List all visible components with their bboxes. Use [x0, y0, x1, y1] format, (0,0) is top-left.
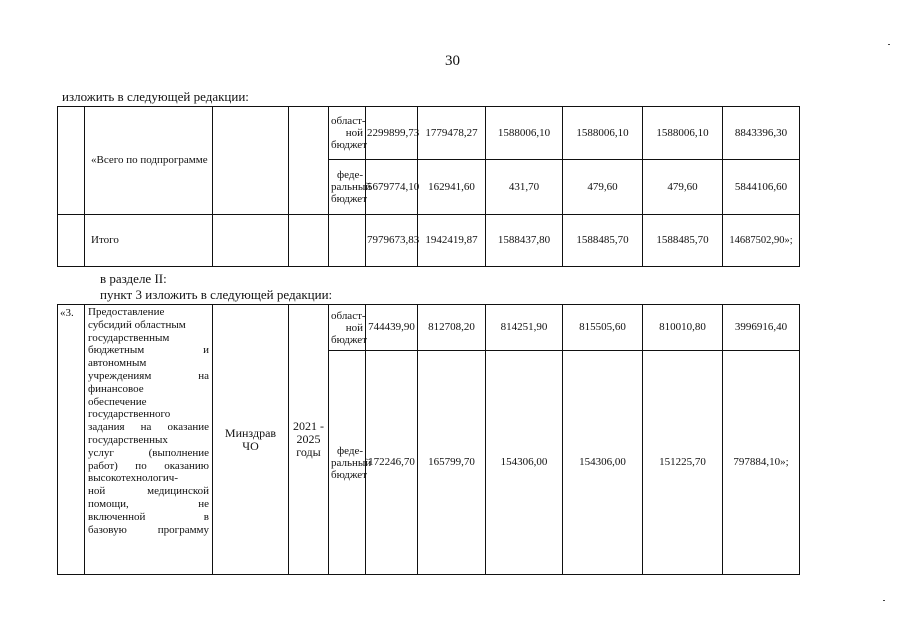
value-cell: 172246,70 [366, 351, 418, 575]
value-cell: 479,60 [643, 160, 723, 215]
value-cell: 1588437,80 [486, 215, 563, 267]
value-cell: 1779478,27 [418, 107, 486, 160]
value-cell: 1588006,10 [486, 107, 563, 160]
executor-cell [213, 107, 289, 215]
intro-line: изложить в следующей редакции: [62, 89, 249, 104]
value-cell: 14687502,90»; [723, 215, 800, 267]
value-cell: 744439,90 [366, 305, 418, 351]
total-program-label: «Всего по подпрограмме [85, 107, 213, 215]
value-cell: 8843396,30 [723, 107, 800, 160]
value-cell: 1588006,10 [563, 107, 643, 160]
itogo-label: Итого [85, 215, 213, 267]
years-cell [289, 215, 329, 267]
executor: Минздрав ЧО [213, 305, 289, 575]
budget-cell [329, 215, 366, 267]
value-cell: 151225,70 [643, 351, 723, 575]
executor-cell [213, 215, 289, 267]
point-line: пункт 3 изложить в следующей редакции: [100, 287, 333, 302]
value-cell: 1942419,87 [418, 215, 486, 267]
federal-budget-label: феде- ральный бюджет [329, 160, 366, 215]
value-cell: 162941,60 [418, 160, 486, 215]
value-cell: 165799,70 [418, 351, 486, 575]
years-cell [289, 107, 329, 215]
regional-budget-label: област- ной бюджет [329, 305, 366, 351]
value-cell: 3996916,40 [723, 305, 800, 351]
value-cell: 2299899,73 [366, 107, 418, 160]
measure-description: Предоставление субсидий областным государственным бюджетным и автономным учреждениям на финансовое обеспечение государственного задания на оказание государственных услуг (выполнение работ) по оказанию высокотехнологич- ной медицинской помощи, не включенной в базовую программу [85, 305, 213, 575]
page-number: 30 [445, 53, 460, 69]
section-line: в разделе II: [100, 271, 167, 286]
value-cell: 812708,20 [418, 305, 486, 351]
years: 2021 - 2025 годы [289, 305, 329, 575]
value-cell: 154306,00 [563, 351, 643, 575]
value-cell: 154306,00 [486, 351, 563, 575]
value-cell: 814251,90 [486, 305, 563, 351]
subprogram-total-table [57, 106, 878, 267]
row-number-cell [58, 107, 85, 215]
value-cell: 797884,10»; [723, 351, 800, 575]
federal-budget-label: феде- ральный бюджет [329, 351, 366, 575]
value-cell: 431,70 [486, 160, 563, 215]
point-3-table [57, 304, 878, 575]
value-cell: 810010,80 [643, 305, 723, 351]
value-cell: 1588485,70 [643, 215, 723, 267]
row-number: «3. [58, 305, 85, 575]
value-cell: 1588006,10 [643, 107, 723, 160]
value-cell: 5679774,10 [366, 160, 418, 215]
value-cell: 815505,60 [563, 305, 643, 351]
value-cell: 7979673,83 [366, 215, 418, 267]
value-cell: 5844106,60 [723, 160, 800, 215]
row-number-cell [58, 215, 85, 267]
value-cell: 479,60 [563, 160, 643, 215]
scan-mark [888, 44, 890, 45]
scan-mark [883, 600, 885, 601]
regional-budget-label: област- ной бюджет [329, 107, 366, 160]
value-cell: 1588485,70 [563, 215, 643, 267]
